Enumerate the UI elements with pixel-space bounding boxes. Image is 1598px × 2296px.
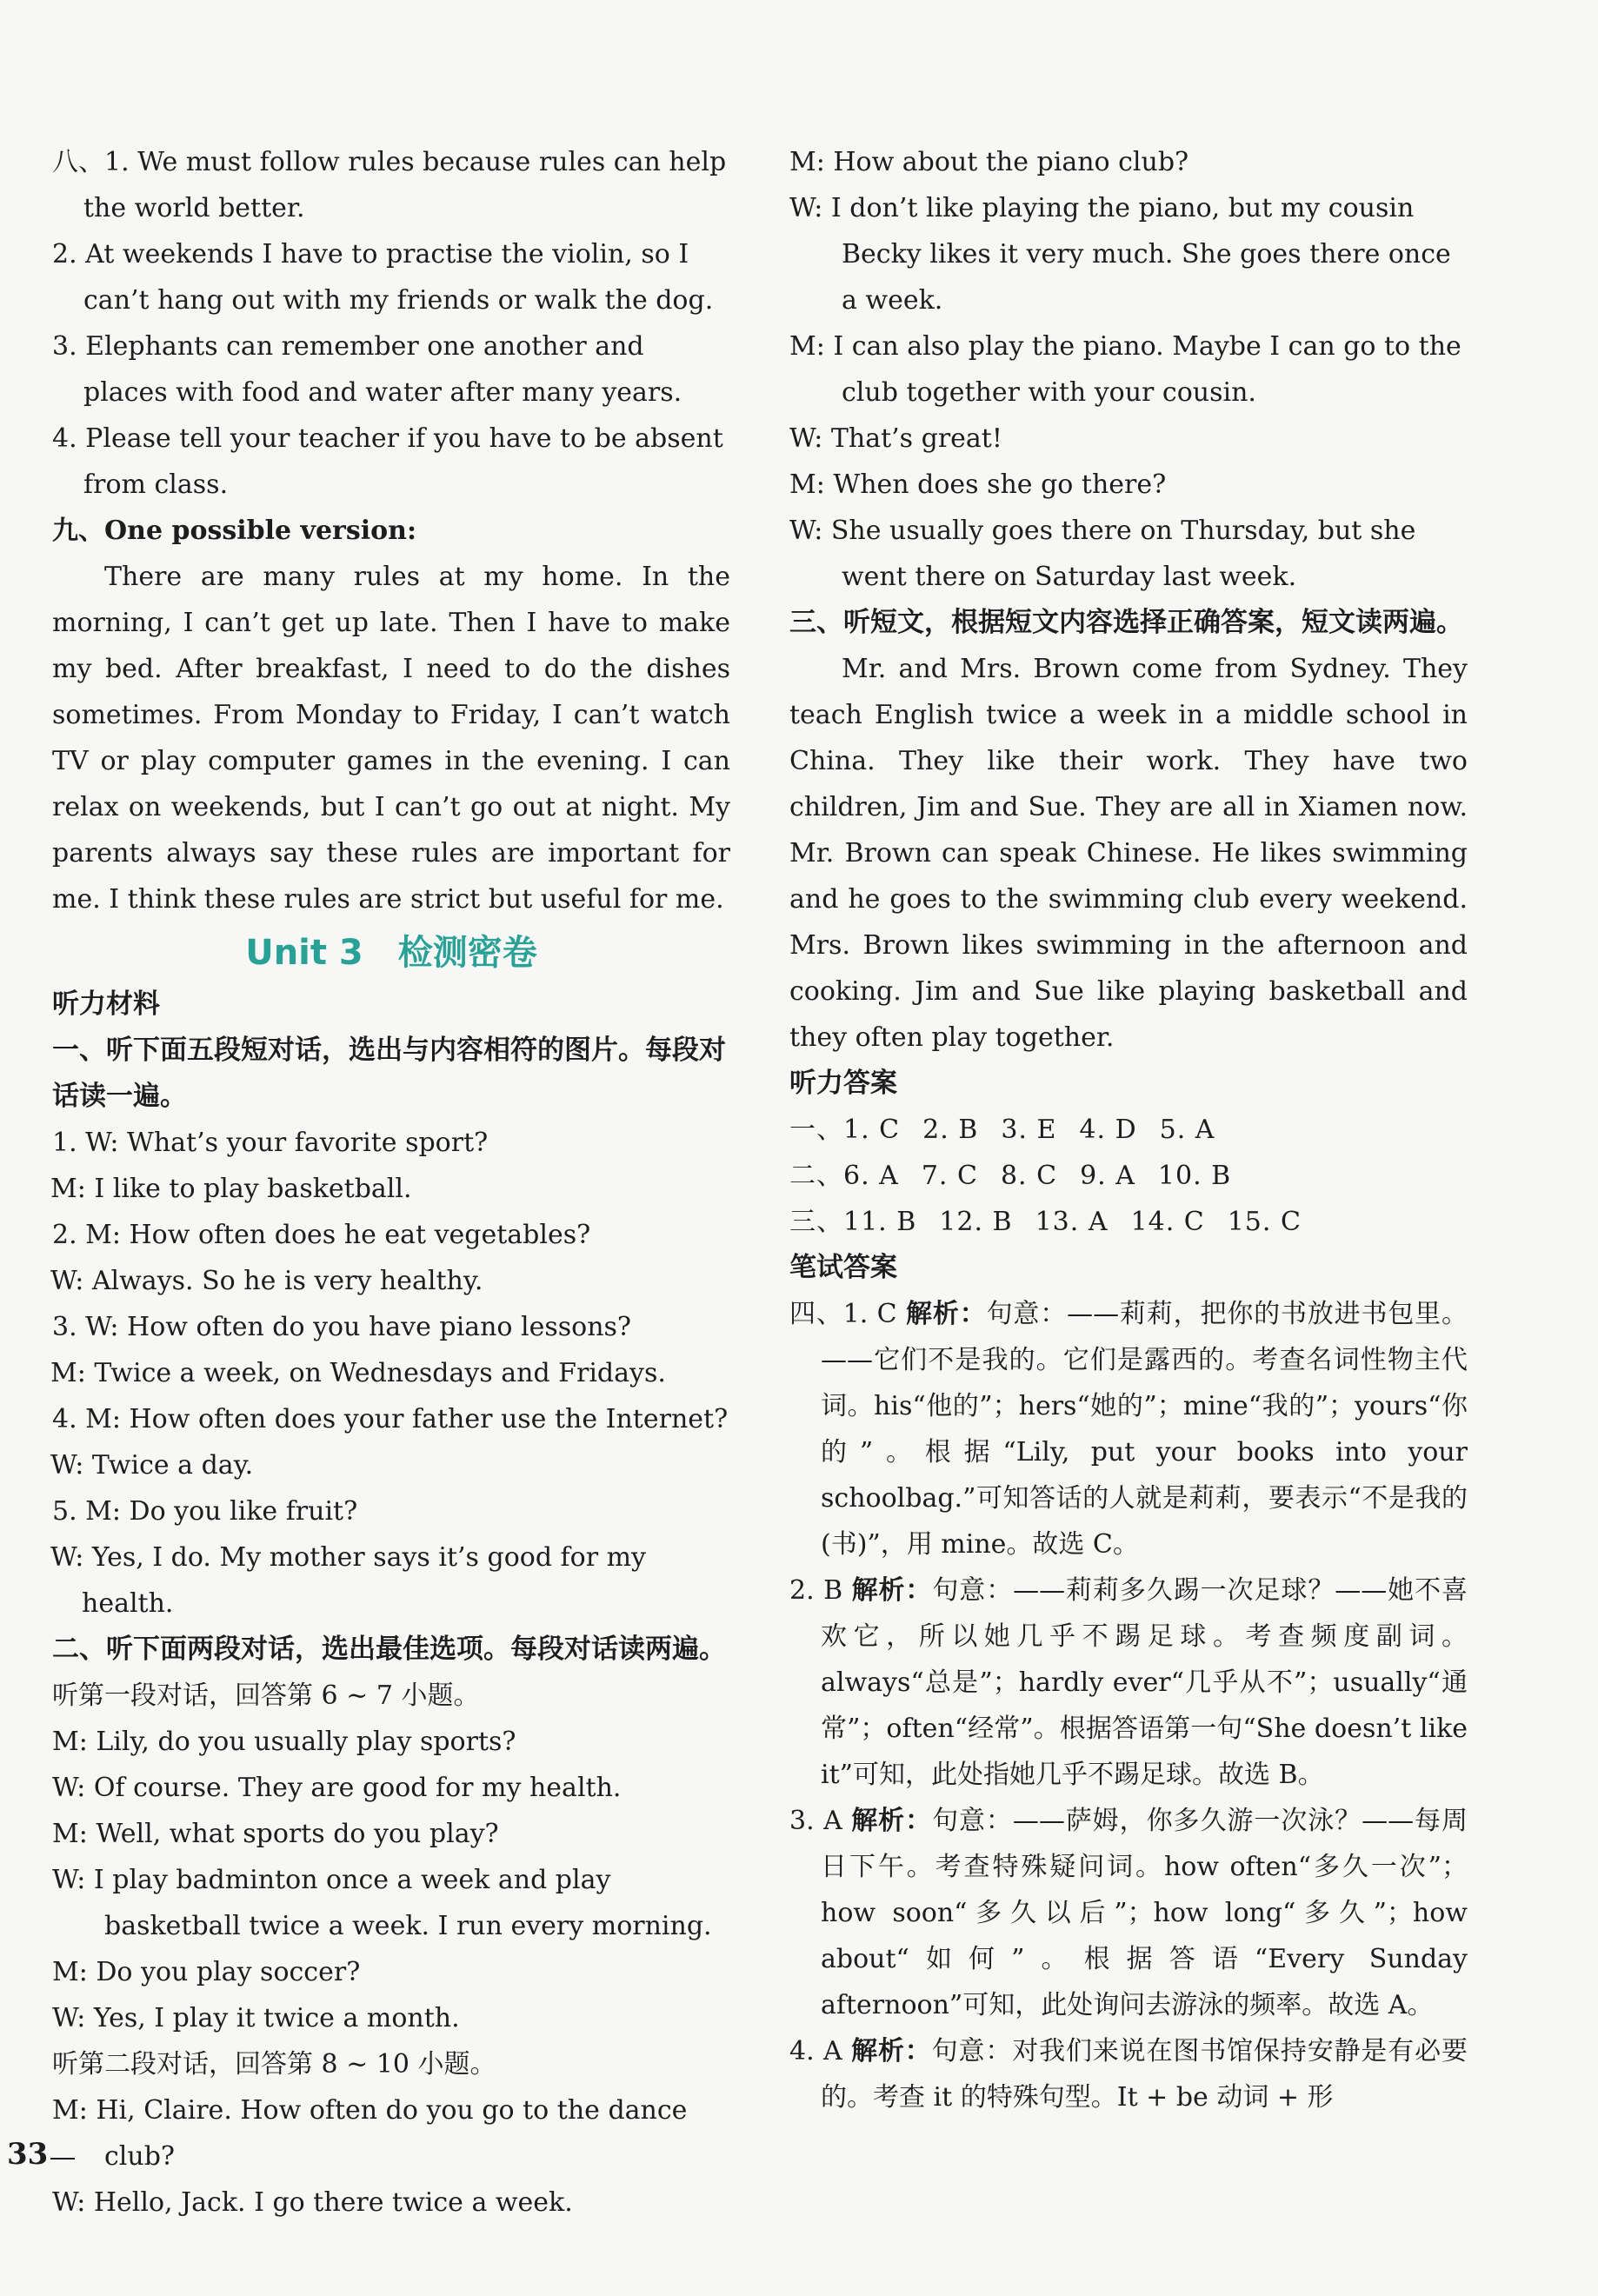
explanation-text: 句意：——莉莉，把你的书放进书包里。——它们不是我的。它们是露西的。考查名词性物主代词。his“他的”；hers“她的”；mine“我的”；yours“你的”。根据“Lily, put your books into your schoolbag.”可知答话的人就是莉莉，要表示“不是我的(书)”，用 mine。故选 C。 <box>821 1299 1468 1560</box>
answer-item: 8. C <box>1000 1161 1058 1191</box>
dialog-line: M: I can also play the piano. Maybe I can go to the club together with your cousin. <box>789 331 1462 408</box>
answer-row-3 <box>789 1199 1468 1245</box>
explanation-item <box>789 1567 1468 1798</box>
answer-item: 7. C <box>921 1161 978 1191</box>
answer-8-3: 3. Elephants can remember one another and places with food and water after many years. <box>52 331 682 408</box>
answer-item: 14. C <box>1130 1207 1205 1237</box>
dialog-line: W: Yes, I do. My mother says it’s good for my health. <box>50 1542 646 1619</box>
explanation-label: 解析： <box>851 1806 933 1836</box>
part-2-heading: 二、听下面两段对话，选出最佳选项。每段对话读两遍。 <box>52 1634 726 1665</box>
answer-row-1 <box>789 1107 1468 1153</box>
answer-item: 2. B <box>922 1115 979 1145</box>
answer-item: 13. A <box>1035 1207 1109 1237</box>
dialog-1-intro: 听第一段对话，回答第 6 ~ 7 小题。 <box>52 1680 480 1711</box>
dialog-2-intro: 听第二段对话，回答第 8 ~ 10 小题。 <box>52 2049 496 2080</box>
dialog-line: M: When does she go there? <box>789 469 1167 500</box>
answer-item: 5. A <box>1159 1115 1215 1145</box>
dialog-line: 4. M: How often does your father use the Internet? <box>52 1404 729 1434</box>
explanation-label: 解析： <box>851 2036 932 2066</box>
dialog-line: M: Lily, do you usually play sports? <box>52 1727 516 1757</box>
left-column <box>52 139 730 2226</box>
explanation-item <box>789 1798 1468 2028</box>
question-number: 4. A <box>789 2036 842 2066</box>
dialog-line: W: Twice a day. <box>50 1450 254 1481</box>
dialog-line: 3. W: How often do you have piano lessons? <box>52 1312 632 1342</box>
answer-8-4: 4. Please tell your teacher if you have to be absent from class. <box>52 423 723 500</box>
question-number: 3. A <box>789 1806 842 1836</box>
dialog-line: W: That’s great! <box>789 423 1002 454</box>
question-number: 四、1. C <box>789 1299 897 1329</box>
answer-8-1: 八、1. We must follow rules because rules can help the world better. <box>52 147 727 223</box>
dialog-line: 5. M: Do you like fruit? <box>52 1496 358 1527</box>
dialog-line: M: Well, what sports do you play? <box>52 1819 499 1849</box>
dialog-line: M: I like to play basketball. <box>50 1174 412 1204</box>
written-answers-title: 笔试答案 <box>789 1252 897 1283</box>
explanation-text: 句意：——萨姆，你多久游一次泳？——每周日下午。考查特殊疑问词。how often“多久一次”；how soon“多久以后”；how long“多久”；how about“如何”。根据答语“Every Sunday afternoon”可知，此处询问去游泳的频率。故选 A。 <box>821 1806 1468 2020</box>
explanation-item <box>789 1291 1468 1567</box>
answer-item: 10. B <box>1157 1161 1232 1191</box>
answer-8-2: 2. At weekends I have to practise the violin, so I can’t hang out with my friends or walk the dog. <box>52 239 714 316</box>
dialog-line: W: Of course. They are good for my health. <box>52 1773 622 1803</box>
section-9-essay: There are many rules at my home. In the morning, I can’t get up late. Then I have to make my bed. After breakfast, I need to do the dishes sometimes. From Monday to Friday, I can’t watch TV or play computer games in the evening. I can relax on weekends, but I can’t go out at night. My parents always say these rules are important for me. I think these rules are strict but useful for me. <box>52 562 730 915</box>
dialog-line: 2. M: How often does he eat vegetables? <box>52 1220 591 1250</box>
answer-item: 三、11. B <box>789 1207 917 1237</box>
answer-item: 12. B <box>939 1207 1013 1237</box>
dialog-line: W: I play badminton once a week and play basketball twice a week. I run every morning. <box>52 1865 712 1941</box>
answer-item: 一、1. C <box>789 1115 901 1145</box>
explanation-label: 解析： <box>906 1299 987 1329</box>
explanation-text: 句意：对我们来说在图书馆保持安静是有必要的。考查 it 的特殊句型。It + be 动词 + 形 <box>821 2036 1468 2113</box>
part-1-heading: 一、听下面五段短对话，选出与内容相符的图片。每段对话读一遍。 <box>52 1035 726 1112</box>
question-number: 2. B <box>789 1575 843 1606</box>
dialog-line: M: Twice a week, on Wednesdays and Fridays. <box>50 1358 666 1388</box>
dialog-line: M: How about the piano club? <box>789 147 1189 177</box>
dialog-line: W: Yes, I play it twice a month. <box>52 2003 460 2033</box>
explanation-text: 句意：——莉莉多久踢一次足球？——她不喜欢它，所以她几乎不踢足球。考查频度副词。always“总是”；hardly ever“几乎从不”；usually“通常”；often“经常”。根据答语第一句“She doesn’t like it”可知，此处指她几乎不踢足球。故选 B。 <box>821 1575 1468 1790</box>
answer-item: 9. A <box>1080 1161 1135 1191</box>
dialog-line: 1. W: What’s your favorite sport? <box>52 1128 489 1158</box>
right-column <box>789 139 1468 2120</box>
page-number-dash <box>50 2158 75 2160</box>
unit-title: Unit 3 检测密卷 <box>245 933 537 973</box>
dialog-line: M: Hi, Claire. How often do you go to the dance club? <box>52 2095 688 2172</box>
part-3-heading: 三、听短文，根据短文内容选择正确答案，短文读两遍。 <box>789 607 1463 638</box>
part-3-passage: Mr. and Mrs. Brown come from Sydney. They teach English twice a week in a middle school in China. They like their work. They have two children, Jim and Sue. They are all in Xiamen now. Mr. Brown can speak Chinese. He likes swimming and he goes to the swimming club every weekend. Mrs. Brown likes swimming in the afternoon and cooking. Jim and Sue like playing basketball and they often play together. <box>789 654 1468 1053</box>
answer-item: 二、6. A <box>789 1161 899 1191</box>
dialog-line: W: Hello, Jack. I go there twice a week. <box>52 2187 573 2218</box>
explanation-item <box>789 2028 1468 2120</box>
dialog-line: W: I don’t like playing the piano, but my cousin Becky likes it very much. She goes there once a week. <box>789 193 1451 316</box>
dialog-line: W: Always. So he is very healthy. <box>50 1266 483 1296</box>
listening-answers-title: 听力答案 <box>789 1068 897 1099</box>
section-9-heading: 九、One possible version: <box>52 516 417 546</box>
page-number: 33 <box>7 2137 49 2172</box>
listening-material-title: 听力材料 <box>52 988 160 1020</box>
answer-item: 3. E <box>1001 1115 1057 1145</box>
answer-item: 4. D <box>1079 1115 1137 1145</box>
dialog-line: W: She usually goes there on Thursday, but she went there on Saturday last week. <box>789 516 1416 592</box>
dialog-line: M: Do you play soccer? <box>52 1957 361 1987</box>
answer-row-2 <box>789 1153 1468 1199</box>
explanation-label: 解析： <box>851 1575 933 1606</box>
answer-item: 15. C <box>1227 1207 1302 1237</box>
